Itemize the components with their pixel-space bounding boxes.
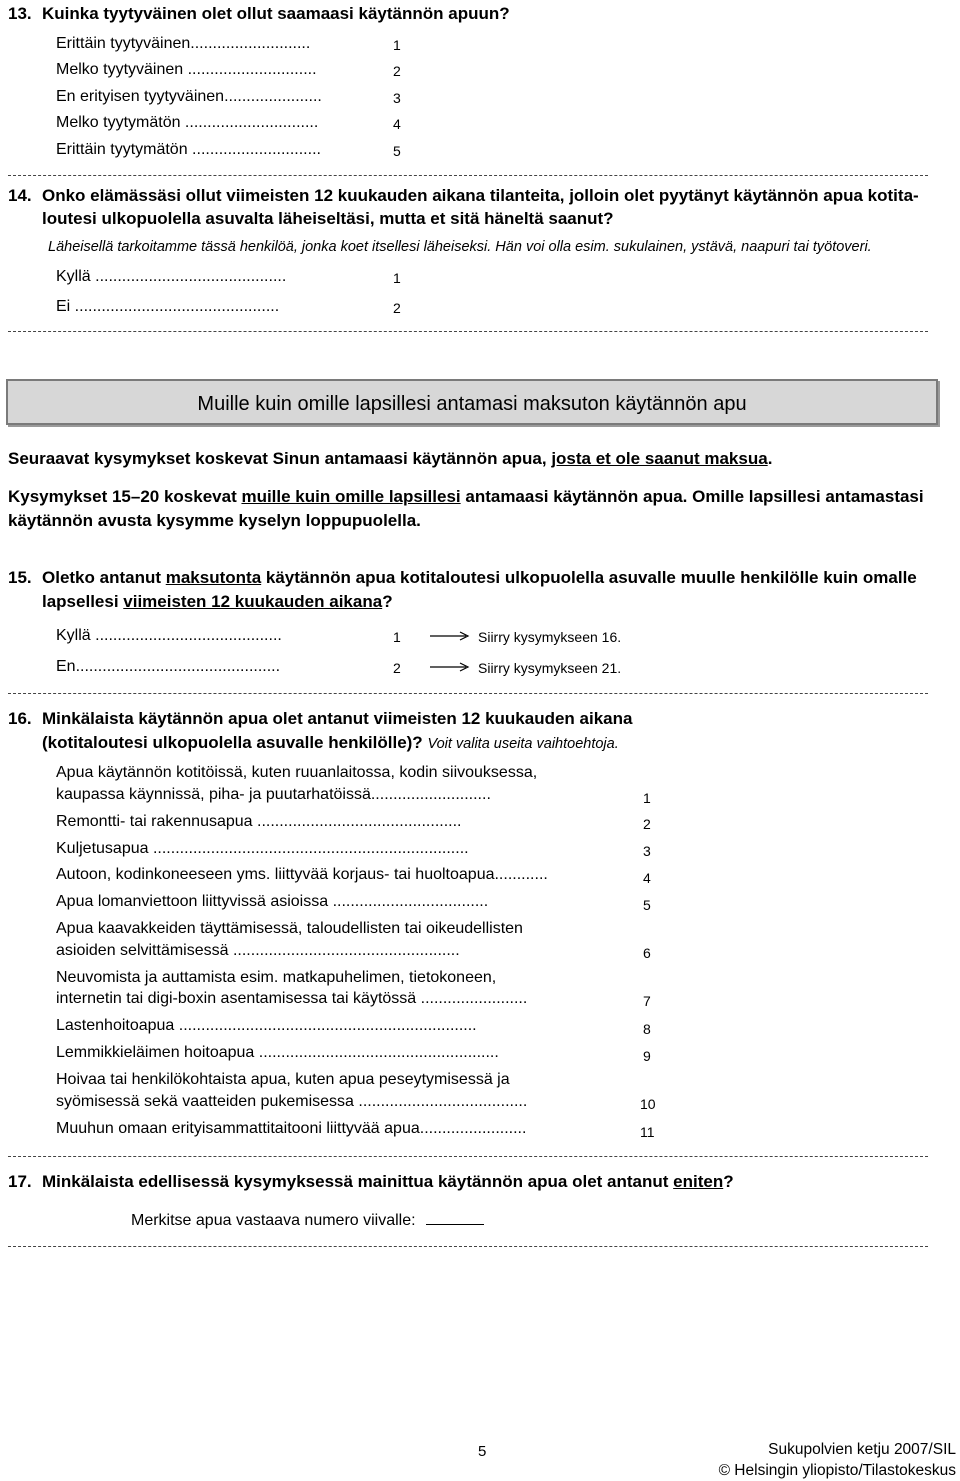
- question-text: Kuinka tyytyväinen olet ollut saamaasi käytännön apuun?: [42, 4, 510, 23]
- answer-instruction: [131, 1211, 484, 1230]
- option-label[interactable]: Kyllä ..........................................: [56, 627, 282, 644]
- question-text-line-1: Onko elämässäsi ollut viimeisten 12 kuukauden aikana tilanteita, jolloin olet pyytänyt käytännön apua kotita-: [42, 186, 919, 205]
- option-code: 2: [643, 816, 651, 832]
- option-label-line[interactable]: Lemmikkieläimen hoitoapua ......................................................: [56, 1044, 499, 1061]
- option-code: 6: [643, 945, 651, 961]
- option-label-line[interactable]: kaupassa käynnissä, piha- ja puutarhatöissä...........................: [56, 786, 491, 803]
- question-text-line-1: [42, 566, 917, 589]
- section-intro-3: käytännön avusta kysymme kyselyn loppupuolella.: [8, 511, 421, 530]
- option-code: 8: [643, 1021, 651, 1037]
- answer-blank-line[interactable]: [426, 1211, 484, 1225]
- option-code: 1: [393, 270, 401, 286]
- divider: [8, 175, 928, 176]
- section-intro-1: [8, 447, 772, 470]
- option-label-line[interactable]: Kuljetusapua .......................................................................: [56, 840, 469, 857]
- option-code: 2: [393, 63, 401, 79]
- divider: [8, 331, 928, 332]
- question-number: 13.: [8, 4, 32, 23]
- intro-text: .: [767, 449, 773, 468]
- option-label[interactable]: En erityisen tyytyväinen......................: [56, 88, 322, 105]
- option-label[interactable]: En..............................................: [56, 658, 281, 675]
- intro-emphasis: josta et ole saanut maksua: [551, 449, 768, 468]
- option-code: 1: [393, 629, 401, 645]
- question-text: lapsellesi: [42, 592, 124, 611]
- option-code: 2: [393, 300, 401, 316]
- section-title: Muille kuin omille lapsillesi antamasi maksuton käytännön apu: [197, 393, 747, 415]
- intro-emphasis: muille kuin omille lapsillesi: [241, 487, 461, 506]
- question-emphasis: viimeisten 12 kuukauden aikana: [123, 592, 383, 611]
- arrow-right-icon: [430, 662, 470, 672]
- option-label-line[interactable]: Apua lomanviettoon liittyvissä asioissa ...................................: [56, 893, 489, 910]
- option-label-line[interactable]: Hoivaa tai henkilökohtaista apua, kuten apua peseytymisessä ja: [56, 1071, 510, 1088]
- option-label-line[interactable]: Remontti- tai rakennusapua ..............................................: [56, 813, 462, 830]
- option-code: 9: [643, 1048, 651, 1064]
- option-label-line[interactable]: asioiden selvittämisessä ...................................................: [56, 942, 460, 959]
- question-text: käytännön apua kotitaloutesi ulkopuolella asuvalle muulle henkilölle kuin omalle: [261, 568, 917, 587]
- option-label-line[interactable]: internetin tai digi-boxin asentamisessa tai käytössä ........................: [56, 990, 528, 1007]
- section-header: [6, 379, 938, 425]
- question-text-line-2: loutesi ulkopuolella asuvalta läheiseltäsi, mutta et sitä häneltä saanut?: [42, 209, 614, 228]
- question-text-line-2: [42, 590, 393, 613]
- page-number: 5: [478, 1443, 487, 1460]
- option-label-line[interactable]: syömisessä sekä vaatteiden pukemisessa ......................................: [56, 1093, 528, 1110]
- option-label[interactable]: Melko tyytyväinen .............................: [56, 61, 317, 78]
- option-label-line[interactable]: Autoon, kodinkoneeseen yms. liittyvää korjaus- tai huoltoapua............: [56, 866, 548, 883]
- option-code: 3: [643, 843, 651, 859]
- question-hint: Voit valita useita vaihtoehtoja.: [427, 736, 619, 752]
- option-label[interactable]: Erittäin tyytymätön .............................: [56, 141, 321, 158]
- question-hint: Läheisellä tarkoitamme tässä henkilöä, jonka koet itsellesi läheiseksi. Hän voi olla esim. sukulainen, ystävä, naapuri tai työtoveri.: [48, 239, 872, 255]
- option-label[interactable]: Ei ..............................................: [56, 298, 280, 315]
- option-label-line[interactable]: Neuvomista ja auttamista esim. matkapuhelimen, tietokoneen,: [56, 969, 497, 986]
- skip-instruction: Siirry kysymykseen 16.: [478, 629, 622, 645]
- arrow-right-icon: [430, 631, 470, 641]
- intro-text: antamaasi käytännön apua. Omille lapsillesi antamastasi: [460, 487, 924, 506]
- option-code: 10: [640, 1096, 656, 1112]
- question-text: [42, 1170, 734, 1193]
- option-code: 4: [643, 870, 651, 886]
- question-text-line-1: Minkälaista käytännön apua olet antanut viimeisten 12 kuukauden aikana: [42, 709, 633, 728]
- option-code: 5: [393, 143, 401, 159]
- question-text: ?: [382, 592, 393, 611]
- question-number: 15.: [8, 568, 32, 587]
- divider: [8, 1246, 928, 1247]
- divider: [8, 1156, 928, 1157]
- option-code: 7: [643, 993, 651, 1009]
- option-label-line[interactable]: Muuhun omaan erityisammattitaitooni liittyvää apua........................: [56, 1120, 527, 1137]
- question-number: 14.: [8, 186, 32, 205]
- question-number: 16.: [8, 709, 32, 728]
- option-code: 1: [643, 790, 651, 806]
- section-intro-2: [8, 485, 924, 508]
- question-text-line-2: [42, 731, 619, 756]
- option-label[interactable]: Melko tyytymätön ..............................: [56, 114, 319, 131]
- divider: [8, 693, 928, 694]
- footer-copyright: © Helsingin yliopisto/Tilastokeskus: [718, 1462, 956, 1479]
- question-text: ?: [723, 1172, 734, 1191]
- skip-instruction: Siirry kysymykseen 21.: [478, 660, 622, 676]
- option-label[interactable]: Kyllä ...........................................: [56, 268, 287, 285]
- option-code: 11: [640, 1124, 655, 1140]
- option-code: 1: [393, 37, 401, 53]
- option-code: 2: [393, 660, 401, 676]
- option-label-line[interactable]: Apua käytännön kotitöissä, kuten ruuanlaitossa, kodin siivouksessa,: [56, 764, 538, 781]
- question-number: 17.: [8, 1172, 32, 1191]
- footer-project: Sukupolvien ketju 2007/SIL: [768, 1441, 956, 1458]
- instruction-text: Merkitse apua vastaava numero viivalle:: [131, 1212, 416, 1229]
- intro-text: Kysymykset 15–20 koskevat: [8, 487, 242, 506]
- intro-text: Seuraavat kysymykset koskevat Sinun antamaasi käytännön apua,: [8, 449, 552, 468]
- option-code: 4: [393, 116, 401, 132]
- option-label[interactable]: Erittäin tyytyväinen...........................: [56, 35, 311, 52]
- question-emphasis: maksutonta: [165, 568, 262, 587]
- option-code: 5: [643, 897, 651, 913]
- option-label-line[interactable]: Apua kaavakkeiden täyttämisessä, taloudellisten tai oikeudellisten: [56, 920, 523, 937]
- question-text: (kotitaloutesi ulkopuolella asuvalle henkilölle)?: [42, 733, 423, 752]
- option-label-line[interactable]: Lastenhoitoapua ...................................................................: [56, 1017, 477, 1034]
- question-emphasis: eniten: [673, 1172, 724, 1191]
- option-code: 3: [393, 90, 401, 106]
- question-text: Oletko antanut: [42, 568, 166, 587]
- question-text: Minkälaista edellisessä kysymyksessä mainittua käytännön apua olet antanut: [42, 1172, 674, 1191]
